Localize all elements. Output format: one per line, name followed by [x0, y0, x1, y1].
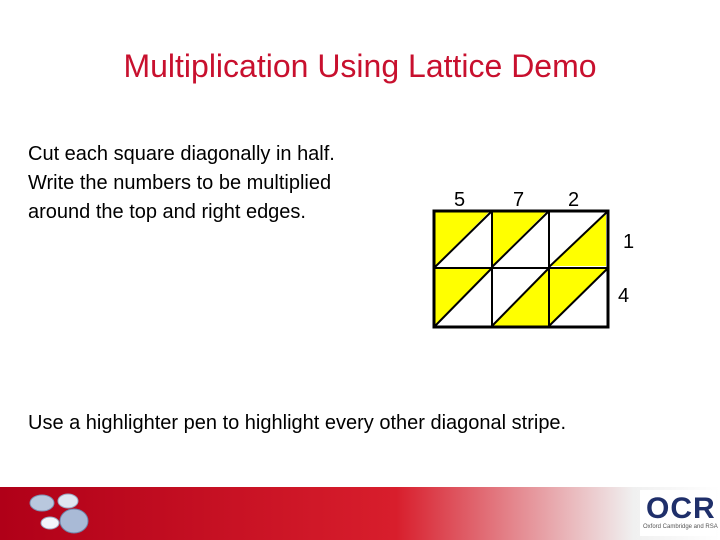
instruction-line-2: Write the numbers to be multiplied: [28, 172, 332, 194]
colourful-logo-icon: [28, 489, 92, 537]
footer-bar: [0, 487, 720, 540]
top-digit-2: 7: [513, 189, 525, 211]
ocr-logo-subtitle: Oxford Cambridge and RSA: [643, 524, 718, 530]
instructions-text: [28, 140, 428, 227]
top-digit-3: 2: [568, 189, 580, 211]
lattice-grid: [432, 209, 612, 329]
slide-title: Multiplication Using Lattice Demo: [123, 48, 597, 84]
right-digit-2: 4: [618, 285, 630, 307]
footnote-text: Use a highlighter pen to highlight every other diagonal stripe.: [28, 412, 567, 434]
instruction-line-3: around the top and right edges.: [28, 201, 306, 223]
instruction-line-1: Cut each square diagonally in half.: [28, 143, 335, 165]
right-digit-1: 1: [623, 231, 635, 253]
ocr-logo: OCR: [646, 492, 716, 525]
top-digit-1: 5: [454, 189, 466, 211]
